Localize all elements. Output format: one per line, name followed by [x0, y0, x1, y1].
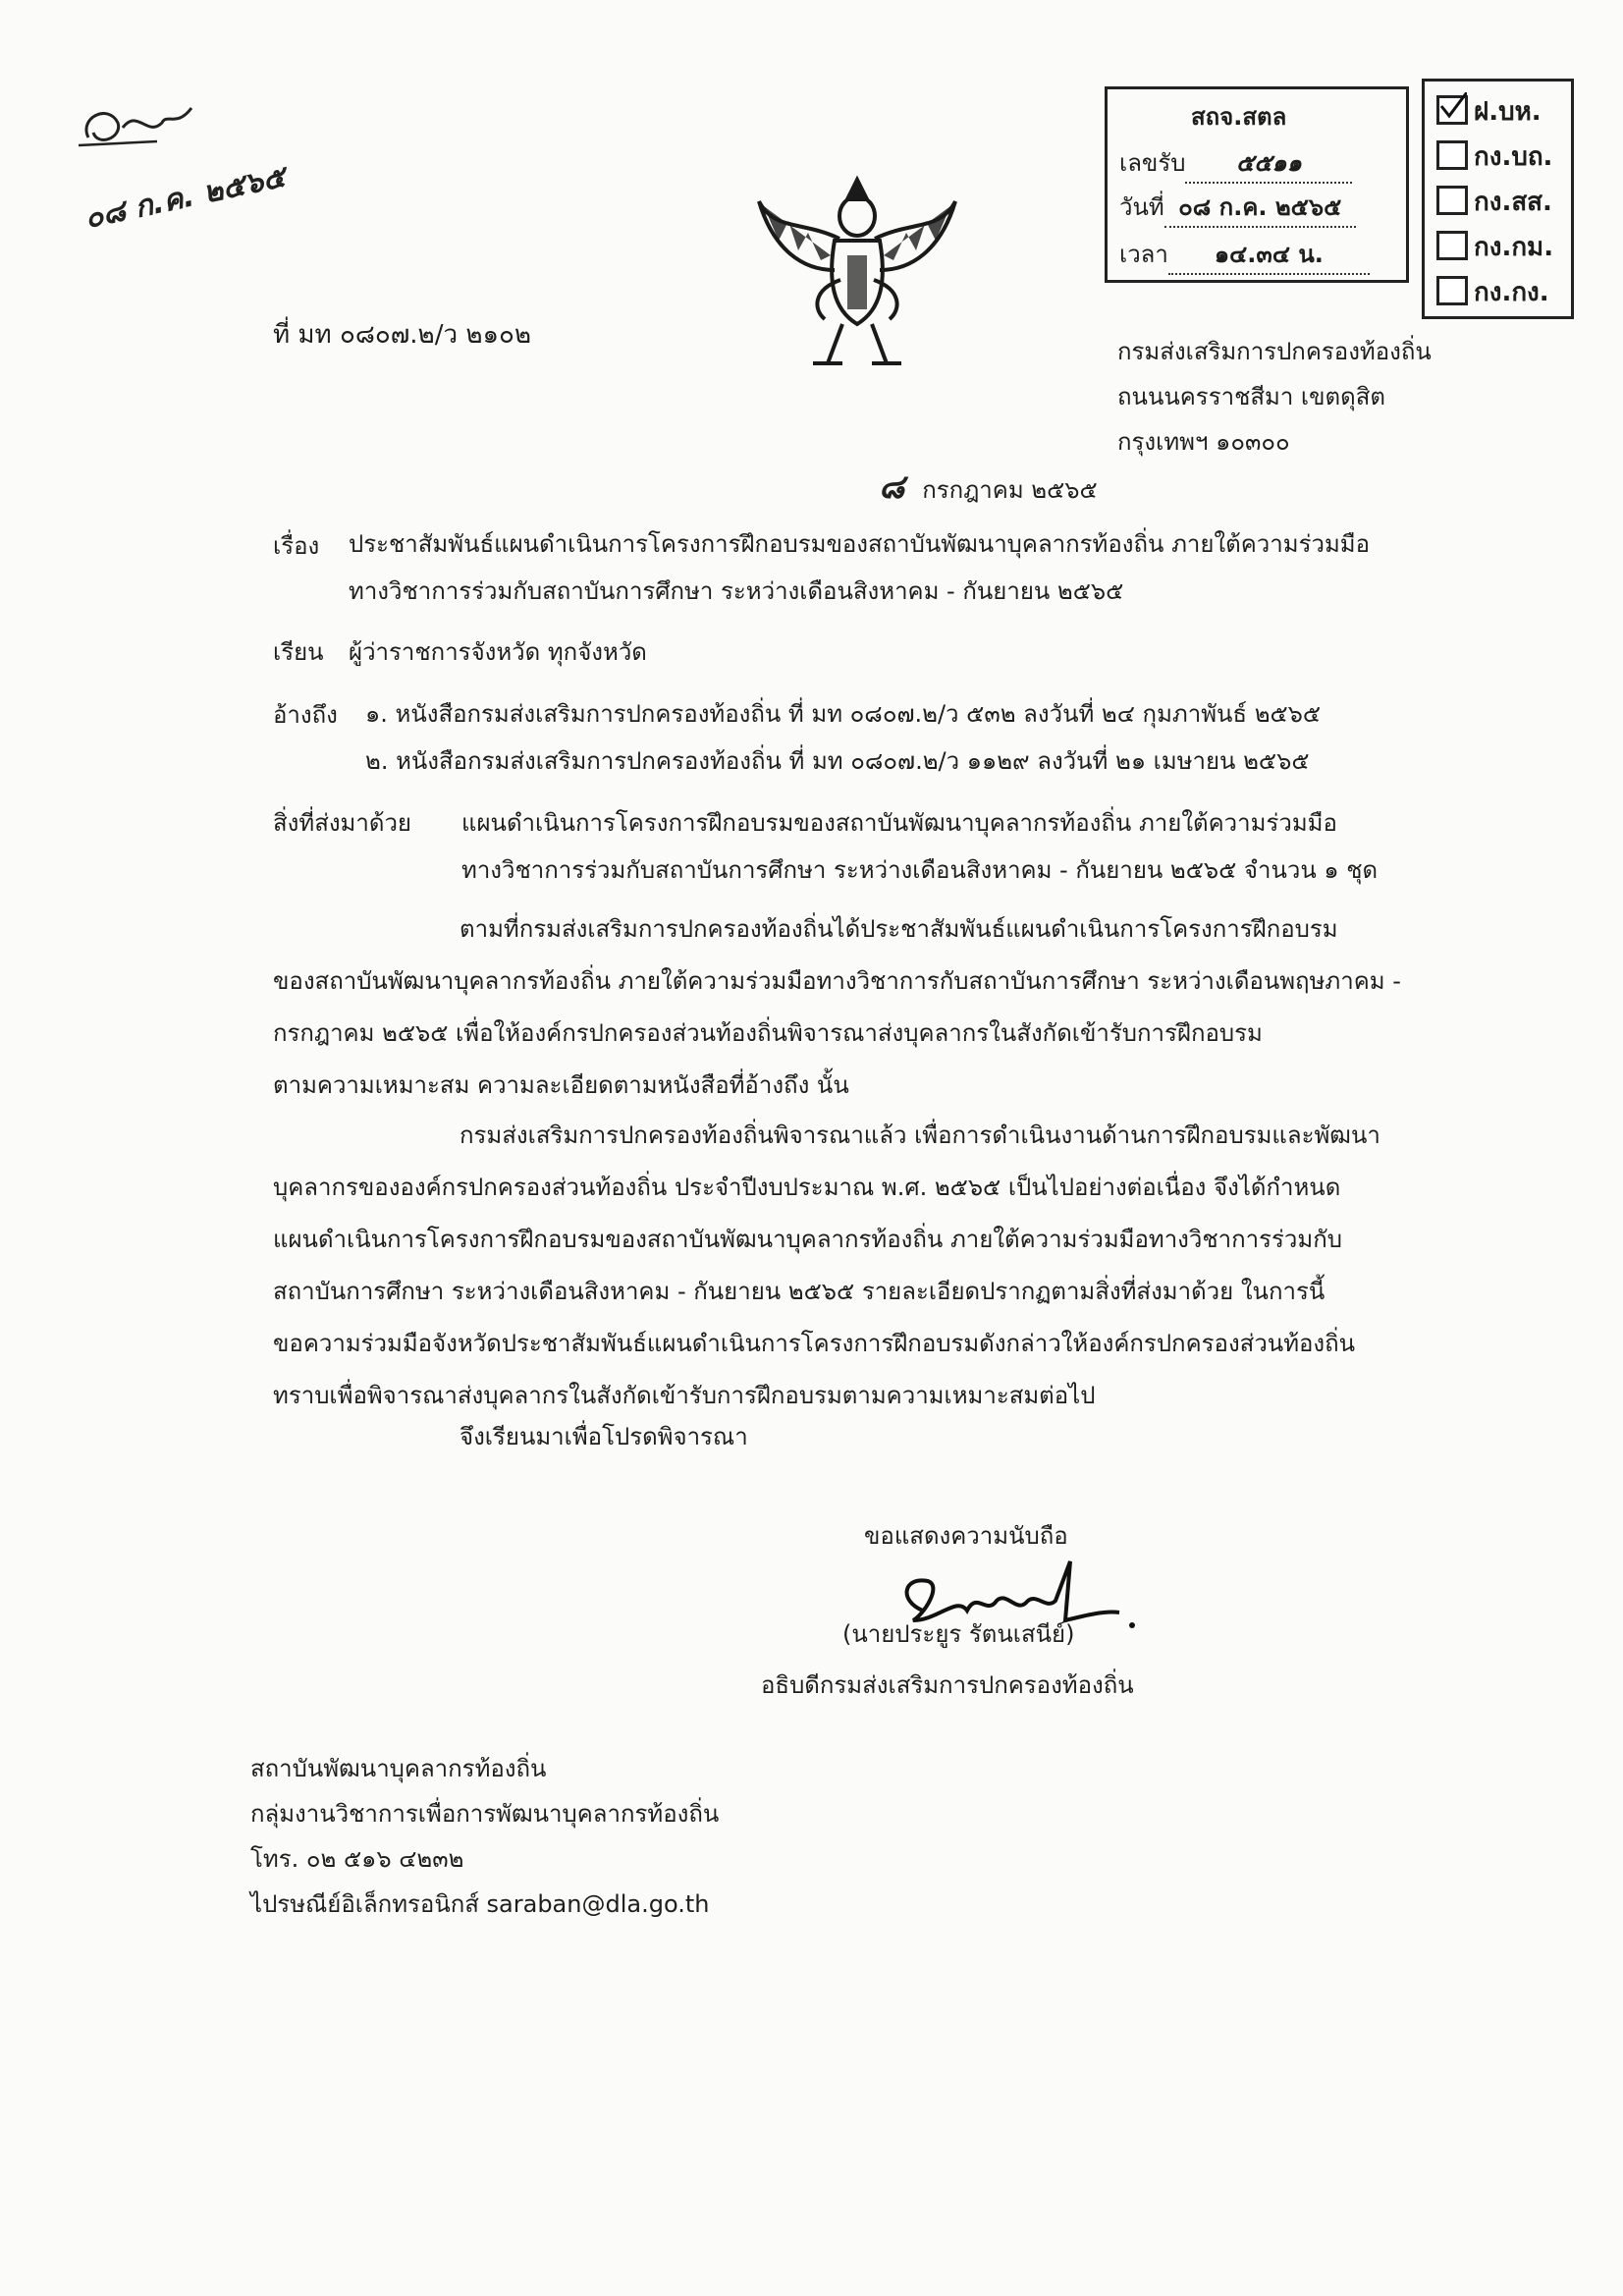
garuda-emblem-icon [744, 162, 970, 383]
paragraph-line: ตามที่กรมส่งเสริมการปกครองท้องถิ่นได้ประชาสัมพันธ์แผนดำเนินการโครงการฝึกอบรม [460, 915, 1338, 943]
stamp-date-value: ๐๘ ก.ค. ๒๕๖๕ [1164, 188, 1356, 228]
ref-item: ๑. หนังสือกรมส่งเสริมการปกครองท้องถิ่น ที่ มท ๐๘๐๗.๒/ว ๕๓๒ ลงวันที่ ๒๔ กุมภาพันธ์ ๒๕๖๕ [365, 700, 1322, 728]
sender-line: ถนนนครราชสีมา เขตดุสิต [1117, 383, 1385, 410]
routing-label-1: กง.บถ. [1474, 142, 1553, 172]
routing-label-3: กง.กม. [1474, 233, 1554, 262]
stamp-receipt-no: ๕๕๑๑ [1185, 143, 1352, 184]
regards: ขอแสดงความนับถือ [864, 1522, 1068, 1550]
enclosure-label: สิ่งที่ส่งมาด้วย [273, 809, 411, 837]
stamp-receipt-row [1119, 143, 1352, 184]
routing-label-4: กง.กง. [1474, 278, 1549, 307]
checkmark-icon [1437, 92, 1467, 122]
margin-initials [69, 98, 206, 157]
paragraph-line: กรมส่งเสริมการปกครองท้องถิ่นพิจารณาแล้ว เพื่อการดำเนินงานด้านการฝึกอบรมและพัฒนา [460, 1121, 1380, 1149]
receipt-stamp [1105, 86, 1409, 283]
stamp-time-row [1119, 235, 1370, 275]
footer-line: สถาบันพัฒนาบุคลากรท้องถิ่น [250, 1755, 547, 1782]
margin-date: ๐๘ ก.ค. ๒๕๖๕ [81, 159, 289, 237]
signer-title: อธิบดีกรมส่งเสริมการปกครองท้องถิ่น [761, 1671, 1134, 1699]
footer-line: โทร. ๐๒ ๕๑๖ ๔๒๓๒ [250, 1845, 464, 1873]
subject-line: ประชาสัมพันธ์แผนดำเนินการโครงการฝึกอบรมของสถาบันพัฒนาบุคลากรท้องถิ่น ภายใต้ความร่วมมือ [349, 530, 1370, 558]
subject-label: เรื่อง [273, 532, 320, 560]
subject-line: ทางวิชาการร่วมกับสถาบันการศึกษา ระหว่างเดือนสิงหาคม - กันยายน ๒๕๖๕ [349, 577, 1124, 605]
paragraph-line: ตามความเหมาะสม ความละเอียดตามหนังสือที่อ้างถึง นั้น [273, 1071, 849, 1099]
date-day: ๘ [879, 467, 905, 507]
sender-line: กรุงเทพฯ ๑๐๓๐๐ [1117, 428, 1290, 456]
body-paragraph-1 [273, 903, 1401, 1112]
closing-request: จึงเรียนมาเพื่อโปรดพิจารณา [460, 1423, 748, 1450]
routing-checkbox-4[interactable] [1436, 276, 1468, 305]
sender-line: กรมส่งเสริมการปกครองท้องถิ่น [1117, 338, 1432, 365]
paragraph-line: กรกฎาคม ๒๕๖๕ เพื่อให้องค์กรปกครองส่วนท้องถิ่นพิจารณาส่งบุคลากรในสังกัดเข้ารับการฝึกอบรม [273, 1019, 1263, 1047]
enclosure-line: แผนดำเนินการโครงการฝึกอบรมของสถาบันพัฒนาบุคลากรท้องถิ่น ภายใต้ความร่วมมือ [461, 809, 1337, 837]
stamp-date-row [1119, 188, 1356, 228]
routing-checkbox-2[interactable] [1436, 186, 1468, 215]
ref-list [365, 690, 1321, 785]
to-text: ผู้ว่าราชการจังหวัด ทุกจังหวัด [349, 638, 647, 666]
stamp-time-value: ๑๔.๓๔ น. [1168, 235, 1370, 275]
ref-label: อ้างถึง [273, 701, 338, 729]
signer-name: (นายประยูร รัตนเสนีย์) [842, 1620, 1075, 1648]
footer-contact [250, 1746, 719, 1927]
paragraph-line: แผนดำเนินการโครงการฝึกอบรมของสถาบันพัฒนาบุคลากรท้องถิ่น ภายใต้ความร่วมมือทางวิชาการร่วมกับ [273, 1226, 1342, 1253]
paragraph-line: ของสถาบันพัฒนาบุคลากรท้องถิ่น ภายใต้ความร่วมมือทางวิชาการกับสถาบันการศึกษา ระหว่างเดือนพฤษภาคม - [273, 967, 1401, 995]
body-paragraph-2 [273, 1110, 1380, 1422]
paragraph-line: บุคลากรขององค์กรปกครองส่วนท้องถิ่น ประจำปีงบประมาณ พ.ศ. ๒๕๖๕ เป็นไปอย่างต่อเนื่อง จึงได้กำหนด [273, 1174, 1341, 1201]
routing-label-0: ฝ.บห. [1474, 97, 1542, 127]
stamp-office: สถจ.สตล [1191, 103, 1287, 131]
stamp-date-label: วันที่ [1119, 193, 1164, 221]
enclosure-line: ทางวิชาการร่วมกับสถาบันการศึกษา ระหว่างเดือนสิงหาคม - กันยายน ๒๕๖๕ จำนวน ๑ ชุด [461, 856, 1379, 884]
stamp-receipt-label: เลขรับ [1119, 149, 1186, 177]
subject-text [349, 520, 1370, 615]
letter-ref-no: ที่ มท ๐๘๐๗.๒/ว ๒๑๐๒ [273, 320, 531, 350]
routing-checkbox-0[interactable] [1436, 95, 1468, 125]
footer-line: ไปรษณีย์อิเล็กทรอนิกส์ saraban@dla.go.th [250, 1890, 710, 1918]
sender-address [1117, 329, 1432, 465]
paragraph-line: ทราบเพื่อพิจารณาส่งบุคลากรในสังกัดเข้ารับการฝึกอบรมตามความเหมาะสมต่อไป [273, 1382, 1096, 1409]
ref-item: ๒. หนังสือกรมส่งเสริมการปกครองท้องถิ่น ที่ มท ๐๘๐๗.๒/ว ๑๑๒๙ ลงวันที่ ๒๑ เมษายน ๒๕๖๕ [365, 747, 1310, 775]
footer-line: กลุ่มงานวิชาการเพื่อการพัฒนาบุคลากรท้องถิ่น [250, 1800, 720, 1828]
stamp-time-label: เวลา [1119, 241, 1168, 268]
routing-checkbox-3[interactable] [1436, 231, 1468, 260]
paragraph-line: สถาบันการศึกษา ระหว่างเดือนสิงหาคม - กันยายน ๒๕๖๕ รายละเอียดปรากฏตามสิ่งที่ส่งมาด้วย ในการนี้ [273, 1278, 1325, 1305]
letter-date [879, 467, 1098, 507]
routing-checkbox-1[interactable] [1436, 140, 1468, 170]
routing-box [1422, 79, 1574, 319]
initials-scribble [69, 98, 206, 157]
paragraph-line: ขอความร่วมมือจังหวัดประชาสัมพันธ์แผนดำเนินการโครงการฝึกอบรมดังกล่าวให้องค์กรปกครองส่วนท้องถิ่น [273, 1330, 1356, 1357]
to-label: เรียน [273, 638, 324, 666]
routing-label-2: กง.สส. [1474, 188, 1552, 217]
date-month-year: กรกฎาคม ๒๕๖๕ [922, 476, 1098, 504]
